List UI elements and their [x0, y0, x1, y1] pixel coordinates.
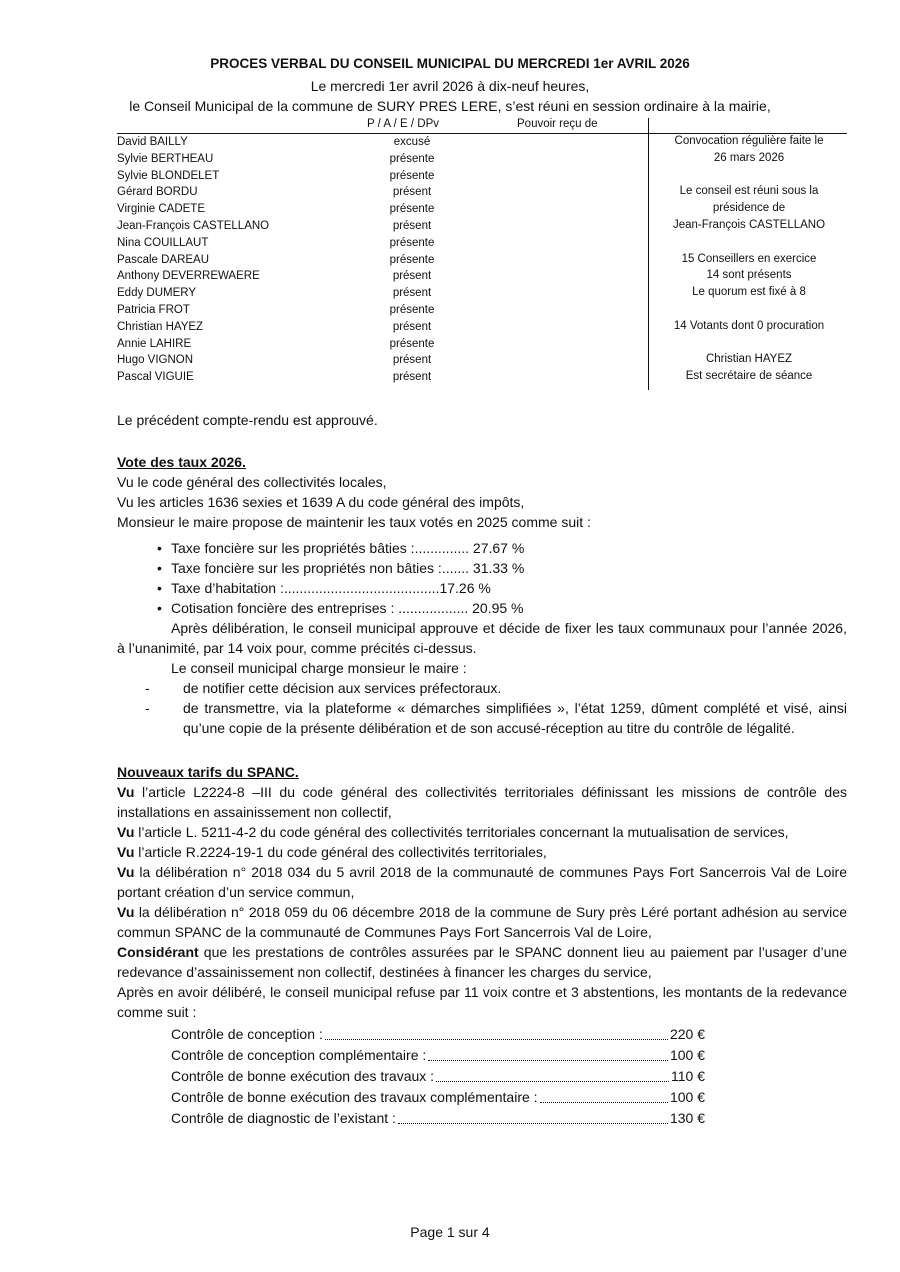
taux-p5: Le conseil municipal charge monsieur le maire :: [171, 660, 467, 676]
member-name: Sylvie BERTHEAU: [117, 152, 214, 165]
legal-reference: [117, 942, 847, 982]
dot-leader: [436, 1066, 669, 1082]
tariff-price: 100 €: [669, 1047, 705, 1063]
member-status: présente: [389, 236, 435, 249]
session-info-line: [649, 167, 849, 184]
legal-reference: [117, 902, 847, 942]
tariff-label: Contrôle de conception :: [171, 1026, 323, 1042]
tariff-label: Contrôle de bonne exécution des travaux :: [171, 1068, 435, 1084]
member-name: Hugo VIGNON: [117, 354, 194, 367]
approval-text: Le précédent compte-rendu est approuvé.: [117, 412, 378, 428]
member-status: présent: [392, 287, 432, 300]
member-name: Gérard BORDU: [117, 186, 198, 199]
member-status: présente: [389, 303, 435, 316]
session-info-line: [649, 234, 849, 251]
reference-text: la délibération n° 2018 034 du 5 avril 2018 de la communauté de communes Pays Fort Sancerrois Val de Loire portant création d’un service commun,: [117, 864, 847, 900]
member-name: David BAILLY: [117, 136, 188, 148]
member-status: présente: [389, 253, 435, 266]
section-heading-spanc: Nouveaux tarifs du SPANC.: [117, 764, 299, 780]
session-info-line: Christian HAYEZ: [705, 353, 793, 366]
dot-leader: [325, 1024, 668, 1040]
reference-lead: Vu: [117, 784, 135, 800]
member-status: présente: [389, 203, 435, 216]
member-status: présent: [392, 219, 432, 232]
tariff-row: [117, 1024, 705, 1045]
document-body: [117, 410, 847, 1129]
legal-reference: [117, 782, 847, 822]
tariff-label: Contrôle de bonne exécution des travaux complémentaire :: [171, 1089, 538, 1105]
member-status: présente: [389, 169, 435, 182]
reference-text: l’article L2224-8 –III du code général des collectivités territoriales définissant les missions de contrôle des installations en assainissement non collectif,: [117, 784, 847, 820]
dot-leader: [540, 1087, 668, 1103]
member-name: Patricia FROT: [117, 303, 190, 316]
member-name: Nina COUILLAUT: [117, 236, 209, 249]
reference-lead: Vu: [117, 864, 135, 880]
tariff-row: [117, 1045, 705, 1066]
intro-line-1: Le mercredi 1er avril 2026 à dix-neuf heures,: [310, 78, 590, 94]
member-status: présent: [392, 186, 432, 199]
col-pouvoir-header: Pouvoir reçu de: [517, 118, 598, 130]
tariff-label: Contrôle de diagnostic de l’existant :: [171, 1110, 396, 1126]
taux-p3: Monsieur le maire propose de maintenir les taux votés en 2025 comme suit :: [117, 514, 591, 530]
session-info-line: 14 sont présents: [706, 269, 792, 282]
member-name: Anthony DEVERREWAERE: [117, 270, 260, 283]
reference-lead: Considérant: [117, 944, 199, 960]
page-number-text: Page 1 sur 4: [410, 1224, 490, 1240]
session-info-line: Le quorum est fixé à 8: [692, 286, 806, 299]
dot-leader: [398, 1108, 668, 1124]
member-status: présente: [389, 152, 435, 165]
tariff-row: [117, 1108, 705, 1129]
section-heading-taux: Vote des taux 2026.: [117, 454, 246, 470]
document-title: PROCES VERBAL DU CONSEIL MUNICIPAL DU MERCREDI 1er AVRIL 2026: [210, 56, 690, 71]
session-info-line: Est secrétaire de séance: [685, 370, 813, 383]
mandate-item: - de notifier cette décision aux services préfectoraux.: [145, 678, 847, 698]
tax-rate-item: • Taxe foncière sur les propriétés non bâties :....... 31.33 %: [117, 558, 847, 578]
reference-text: l’article L. 5211-4-2 du code général des collectivités territoriales concernant la mutualisation de services,: [134, 824, 789, 840]
reference-text: l’article R.2224-19-1 du code général des collectivités territoriales,: [134, 844, 547, 860]
session-info-line: 26 mars 2026: [713, 151, 785, 164]
member-status: présent: [392, 354, 432, 367]
reference-lead: Vu: [117, 824, 135, 840]
reference-lead: Vu: [117, 904, 135, 920]
reference-text: que les prestations de contrôles assurées par le SPANC donnent lieu au paiement par l’usager d’une redevance d’assainissement non collectif, destinées à financer les charges du service,: [117, 944, 847, 980]
session-info-line: [649, 301, 849, 318]
member-status: présent: [392, 371, 432, 384]
member-name: Sylvie BLONDELET: [117, 169, 220, 182]
tax-rate-item: • Taxe d’habitation :........................................17.26 %: [117, 578, 847, 598]
tax-rate-item: • Taxe foncière sur les propriétés bâties :.............. 27.67 %: [117, 538, 847, 558]
session-info-line: 15 Conseillers en exercice: [681, 252, 817, 265]
mandate-item: - de transmettre, via la plateforme « démarches simplifiées », l’état 1259, dûment complété et visé, ainsi qu’une copie de la présente délibération et de son accusé-réception au titre du contrôle de légalité.: [145, 698, 847, 738]
tariff-price: 220 €: [669, 1026, 705, 1042]
tariff-label: Contrôle de conception complémentaire :: [171, 1047, 427, 1063]
page-number: [0, 1224, 900, 1240]
attendance-table: [117, 118, 847, 386]
intro-line-2: le Conseil Municipal de la commune de SURY PRES LERE, s’est réuni en session ordinaire à la mairie,: [129, 98, 771, 114]
taux-p4: Après délibération, le conseil municipal approuve et décide de fixer les taux communaux pour l’année 2026, à l’unanimité, par 14 voix pour, comme précités ci-dessus.: [117, 620, 847, 656]
member-status: présente: [389, 337, 435, 350]
taux-p1: Vu le code général des collectivités locales,: [117, 474, 387, 490]
reference-lead: Vu: [117, 844, 135, 860]
legal-reference: [117, 842, 847, 862]
tariff-price: 100 €: [669, 1089, 705, 1105]
tariff-price: 130 €: [669, 1110, 705, 1126]
member-name: Jean-François CASTELLANO: [117, 219, 270, 232]
session-info-line: Convocation régulière faite le: [674, 135, 824, 147]
member-status: excusé: [393, 136, 431, 148]
session-info-line: Le conseil est réuni sous la: [679, 185, 819, 198]
spanc-after: Après en avoir délibéré, le conseil municipal refuse par 11 voix contre et 3 abstentions, les montants de la redevance comme suit :: [117, 984, 847, 1020]
member-name: Virginie CADETE: [117, 203, 205, 216]
tax-rate-item: • Cotisation foncière des entreprises : .................. 20.95 %: [117, 598, 847, 618]
tariff-row: [117, 1066, 705, 1087]
member-name: Eddy DUMERY: [117, 287, 197, 300]
member-status: présent: [392, 270, 432, 283]
member-name: Christian HAYEZ: [117, 320, 204, 333]
session-info-line: présidence de: [712, 202, 786, 215]
session-info-line: Jean-François CASTELLANO: [672, 218, 826, 231]
tariff-price: 110 €: [671, 1068, 705, 1084]
legal-reference: [117, 822, 847, 842]
legal-reference: [117, 862, 847, 902]
dot-leader: [428, 1045, 668, 1061]
member-name: Pascal VIGUIE: [117, 371, 194, 384]
taux-p2: Vu les articles 1636 sexies et 1639 A du code général des impôts,: [117, 494, 525, 510]
member-status: présent: [392, 320, 432, 333]
member-name: Pascale DAREAU: [117, 253, 210, 266]
session-info-line: 14 Votants dont 0 procuration: [673, 319, 825, 332]
member-name: Annie LAHIRE: [117, 337, 192, 350]
col-status-header: P / A / E / DPv: [367, 118, 440, 130]
tariff-row: [117, 1087, 705, 1108]
session-info-line: [649, 335, 849, 352]
reference-text: la délibération n° 2018 059 du 06 décembre 2018 de la commune de Sury près Léré portant adhésion au service commun SPANC de la communauté de Communes Pays Fort Sancerrois Val de Loire,: [117, 904, 847, 940]
